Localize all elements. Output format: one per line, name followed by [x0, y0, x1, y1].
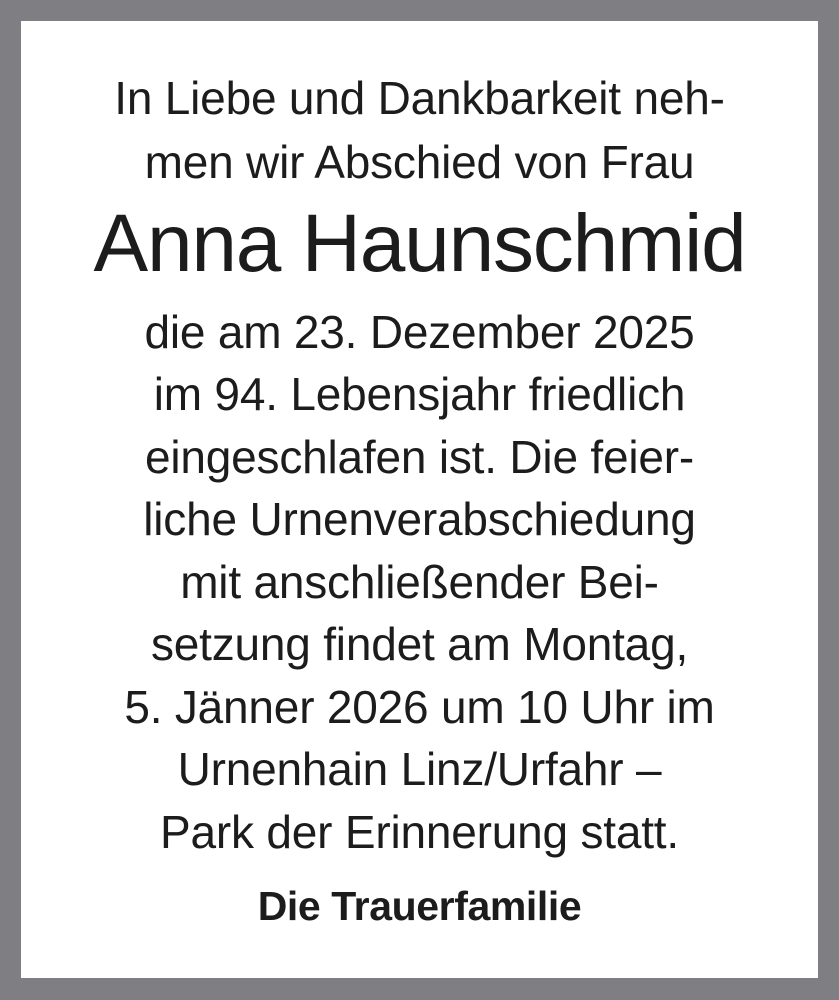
obituary-card [21, 21, 818, 978]
intro-line-1: In Liebe und Dankbarkeit neh- [114, 72, 725, 124]
body-line-2: im 94. Lebensjahr friedlich [153, 368, 686, 420]
body-line-9: Park der Erinnerung statt. [160, 806, 679, 858]
body-line-7: 5. Jänner 2026 um 10 Uhr im [124, 681, 715, 733]
body-line-5: mit anschließender Bei- [180, 556, 659, 608]
body-line-1: die am 23. Dezember 2025 [144, 306, 695, 358]
signature: Die Trauerfamilie [257, 883, 582, 929]
body-line-3: eingeschlafen ist. Die feier- [144, 431, 695, 483]
body-line-8: Urnenhain Linz/Urfahr – [177, 743, 662, 795]
body-line-4: liche Urnenverabschiedung [143, 493, 696, 545]
deceased-name: Anna Haunschmid [93, 198, 746, 289]
intro-line-2: men wir Abschied von Frau [144, 136, 695, 188]
body-line-6: setzung findet am Montag, [150, 618, 689, 670]
